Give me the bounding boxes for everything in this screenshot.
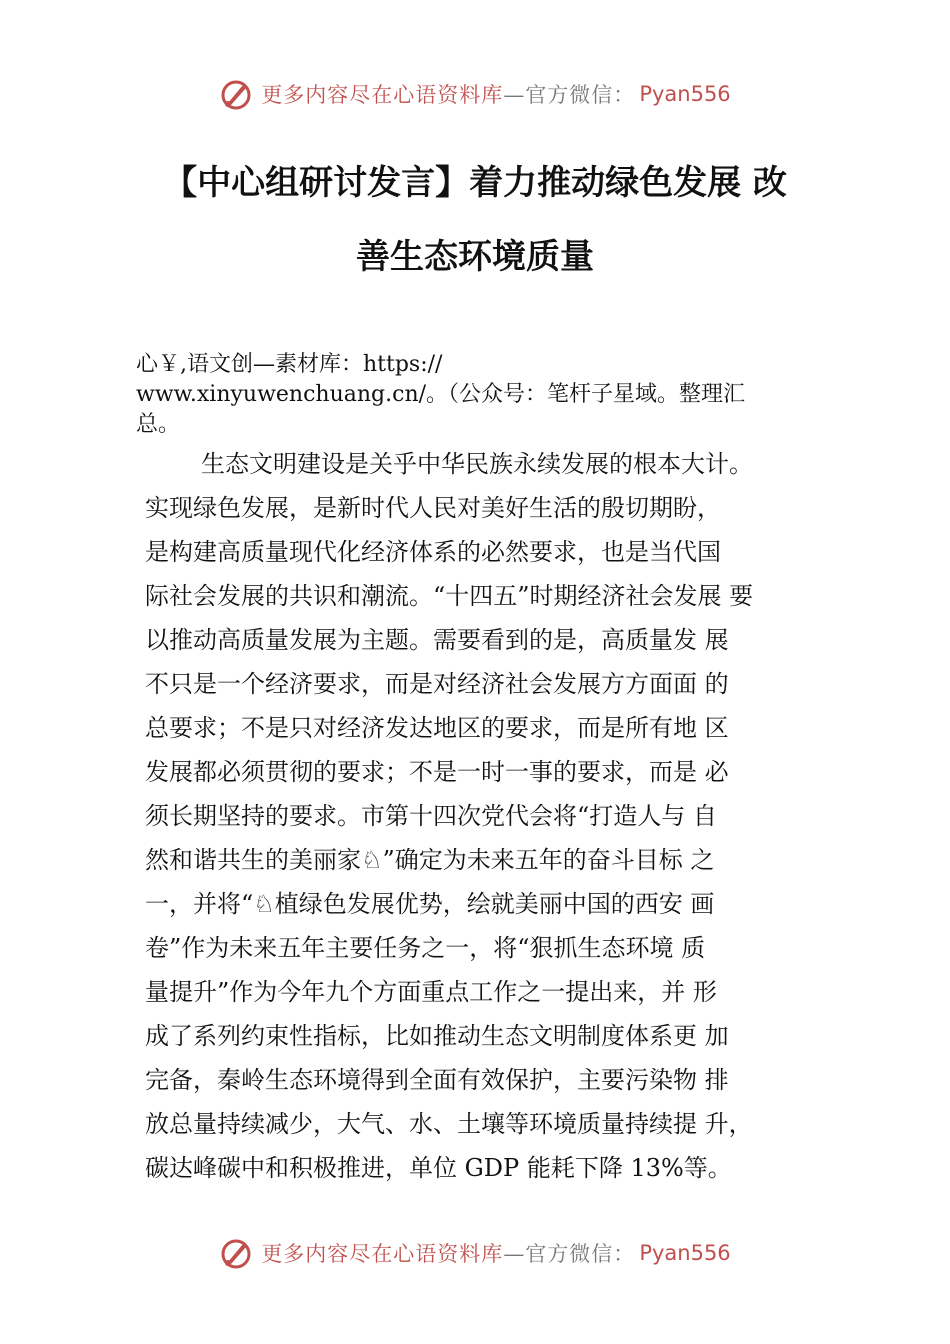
paragraph-line: 卷”作为未来五年主要任务之一，将“狠抓生态环境 质	[145, 934, 706, 962]
source-note-line: www.xinyuwenchuang.cn/。（公众号：笔杆子星域。整理汇	[136, 382, 746, 407]
brush-logo-icon	[219, 77, 253, 111]
paragraph-line: 总要求；不是只对经济发达地区的要求，而是所有地 区	[145, 714, 729, 742]
paragraph-line: 生态文明建设是关乎中华民族永续发展的根本大计。	[201, 450, 753, 478]
source-note-line: 总。	[136, 412, 181, 437]
paragraph-line: 碳达峰碳中和积极推进，单位 GDP 能耗下降 13%等。	[145, 1154, 732, 1182]
banner-text: 更多内容尽在心语资料库	[261, 83, 504, 107]
paragraph-line: 成了系列约束性指标，比如推动生态文明制度体系更 加	[145, 1022, 729, 1050]
source-note-line: 心￥,语文创—素材库：https://	[136, 352, 443, 377]
document-title-line-2: 善生态环境质量	[356, 237, 594, 277]
paragraph-line: 发展都必须贯彻的要求；不是一时一事的要求，而是 必	[145, 758, 729, 786]
banner-wechat-id: Pyan556	[639, 82, 731, 106]
footer-banner	[0, 1230, 950, 1276]
paragraph-line: 是构建高质量现代化经济体系的必然要求，也是当代国	[145, 538, 721, 566]
paragraph-line: 须长期坚持的要求。市第十四次党代会将“打造人与 自	[145, 802, 717, 830]
source-note	[136, 350, 856, 440]
banner-subtext: —官方微信：	[503, 83, 636, 107]
paragraph-line: 不只是一个经济要求，而是对经济社会发展方方面面 的	[145, 670, 729, 698]
paragraph-line: 以推动高质量发展为主题。需要看到的是，高质量发 展	[145, 626, 729, 654]
paragraph-line: 放总量持续减少，大气、水、土壤等环境质量持续提 升，	[145, 1110, 753, 1138]
paragraph-line: 际社会发展的共识和潮流。“十四五”时期经济社会发展 要	[145, 582, 754, 610]
paragraph-line: 量提升”作为今年九个方面重点工作之一提出来，并 形	[145, 978, 717, 1006]
paragraph-line: 完备，秦岭生态环境得到全面有效保护，主要污染物 排	[145, 1066, 729, 1094]
banner-text: 更多内容尽在心语资料库	[261, 1242, 504, 1266]
banner-subtext: —官方微信：	[503, 1242, 636, 1266]
body-paragraph	[145, 442, 845, 1190]
header-banner	[0, 71, 950, 117]
brush-logo-icon	[219, 1236, 253, 1270]
paragraph-line: 实现绿色发展，是新时代人民对美好生活的殷切期盼，	[145, 494, 721, 522]
paragraph-line: 一，并将“♘植绿色发展优势，绘就美丽中国的西安 画	[145, 890, 715, 918]
document-title-line-1: 【中心组研讨发言】着力推动绿色发展 改	[163, 163, 787, 203]
paragraph-line: 然和谐共生的美丽家♘”确定为未来五年的奋斗目标 之	[145, 846, 715, 874]
banner-wechat-id: Pyan556	[639, 1241, 731, 1265]
